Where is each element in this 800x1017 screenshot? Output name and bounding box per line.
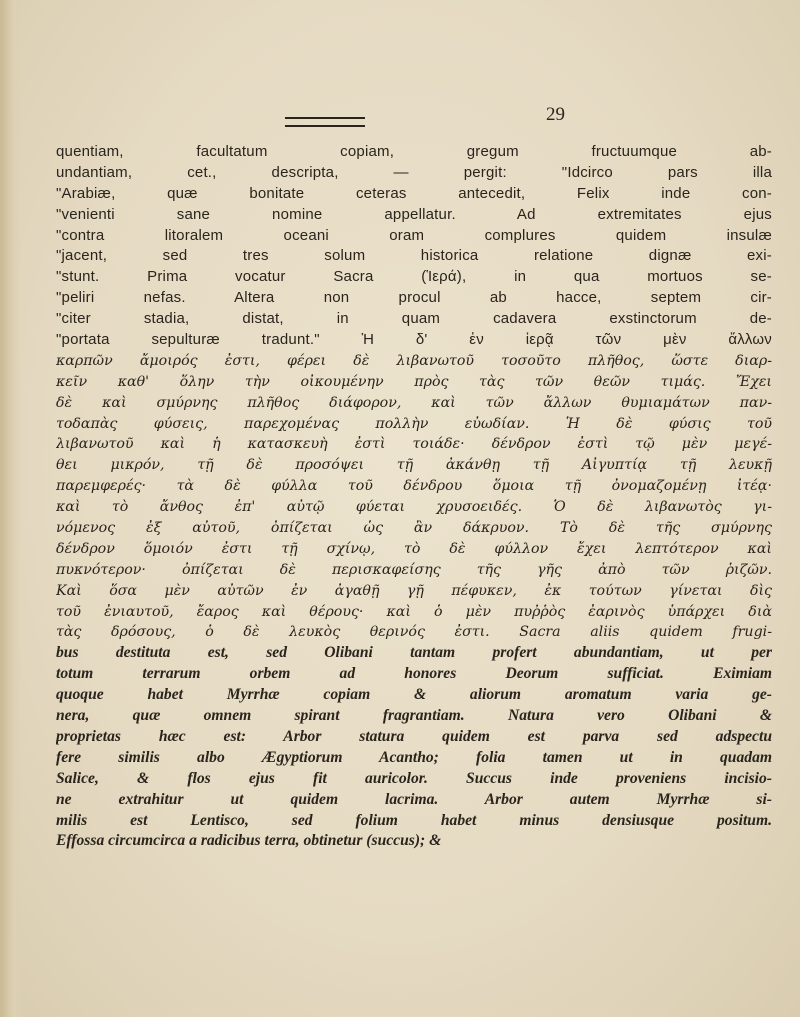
text-line: δένδρον ὅμοιόν ἐστι τῇ σχίνῳ, τὸ δὲ φύλλον ἔχει λεπτότερον καὶ (56, 540, 772, 557)
text-line: "portata sepulturæ tradunt." Ἡ δ' ἐν ἱερᾷ τῶν μὲν ἄλλων (56, 331, 772, 349)
body-text (56, 142, 772, 852)
text-line: proprietas hæc est: Arbor statura quidem est parva sed adspectu (56, 727, 772, 745)
text-line: τοδαπὰς φύσεις, παρεχομένας πολλὴν εὐωδίαν. Ἡ δὲ φύσις τοῦ (56, 415, 772, 432)
text-line: δὲ καὶ σμύρνης πλῆθος διάφορον, καὶ τῶν ἄλλων θυμιαμάτων παν- (56, 394, 772, 411)
text-line: "contra litoralem oceani oram complures quidem insulæ (56, 226, 772, 244)
text-line: καὶ τὸ ἄνθος ἐπ' αὐτῷ φύεται χρυσοειδές. Ὁ δὲ λιβανωτὸς γι- (56, 499, 772, 516)
text-line: θει μικρόν, τῇ δὲ προσόψει τῇ ἀκάνθῃ τῇ Αἰγυπτίᾳ τῇ λευκῇ (56, 457, 772, 474)
page-gutter (0, 0, 22, 1017)
text-line: "peliri nefas. Altera non procul ab hacce, septem cir- (56, 289, 772, 307)
text-line: κεῖν καθ' ὅλην τὴν οἰκουμένην πρὸς τὰς τῶν θεῶν τιμάς. Ἔχει (56, 373, 772, 390)
header-rule (285, 117, 365, 127)
text-line: πυκνότερον· ὀπίζεται δὲ περισκαφείσης τῆς γῆς ἀπὸ τῶν ῥιζῶν. (56, 561, 772, 578)
text-line: "jacent, sed tres solum historica relatione dignæ exi- (56, 247, 772, 265)
text-line: Effossa circumcirca a radicibus terra, obtinetur (succus); & (56, 832, 442, 850)
text-line: undantiam, cet., descripta, — pergit: "Idcirco pars illa (56, 163, 772, 181)
text-line: ne extrahitur ut quidem lacrima. Arbor autem Myrrhæ si- (56, 790, 772, 808)
page-number: 29 (546, 104, 565, 125)
text-line: παρεμφερές· τὰ δὲ φύλλα τοῦ δένδρου ὅμοια τῇ ὀνομαζομένῃ ἰτέᾳ· (56, 478, 772, 495)
text-line: νόμενος ἐξ αὐτοῦ, ὀπίζεται ὡς ἂν δάκρυον. Τὸ δὲ τῆς σμύρνης (56, 520, 772, 537)
text-line: bus destituta est, sed Olibani tantam profert abundantiam, ut per (56, 644, 772, 662)
text-line: Salice, & flos ejus fit auricolor. Succus inde proveniens incisio- (56, 769, 772, 787)
text-line: milis est Lentisco, sed folium habet minus densiusque positum. (56, 811, 772, 829)
text-line: Καὶ ὅσα μὲν αὐτῶν ἐν ἀγαθῇ γῇ πέφυκεν, ἐκ τούτων γίνεται δὶς (56, 582, 772, 599)
text-line: λιβανωτοῦ καὶ ἡ κατασκευὴ ἐστὶ τοιάδε· δένδρον ἐστὶ τῷ μὲν μεγέ- (56, 436, 772, 453)
text-line: τοῦ ἐνιαυτοῦ, ἔαρος καὶ θέρους· καὶ ὁ μὲν πυῤῥὸς ἐαρινὸς ὑπάρχει διὰ (56, 603, 772, 620)
text-line: quoque habet Myrrhæ copiam & aliorum aromatum varia ge- (56, 686, 772, 704)
text-line: totum terrarum orbem ad honores Deorum sufficiat. Eximiam (56, 665, 772, 683)
text-line: "Arabiæ, quæ bonitate ceteras antecedit, Felix inde con- (56, 184, 772, 202)
text-line: "citer stadia, distat, in quam cadavera exstinctorum de- (56, 310, 772, 328)
text-line: quentiam, facultatum copiam, gregum fructuumque ab- (56, 143, 772, 160)
text-line: nera, quæ omnem spirant fragrantiam. Natura vero Olibani & (56, 707, 772, 725)
text-line: fere similis albo Ægyptiorum Acantho; folia tamen ut in quadam (56, 748, 772, 766)
text-line: τὰς δρόσους, ὁ δὲ λευκὸς θερινός ἐστι. Sacra aliis quidem frugi- (56, 624, 772, 641)
text-line: καρπῶν ἄμοιρός ἐστι, φέρει δὲ λιβανωτοῦ τοσοῦτο πλῆθος, ὥστε διαρ- (56, 352, 772, 369)
text-line: "stunt. Prima vocatur Sacra (Ἱερά), in qua mortuos se- (56, 268, 772, 286)
text-line: "venienti sane nomine appellatur. Ad extremitates ejus (56, 205, 772, 223)
